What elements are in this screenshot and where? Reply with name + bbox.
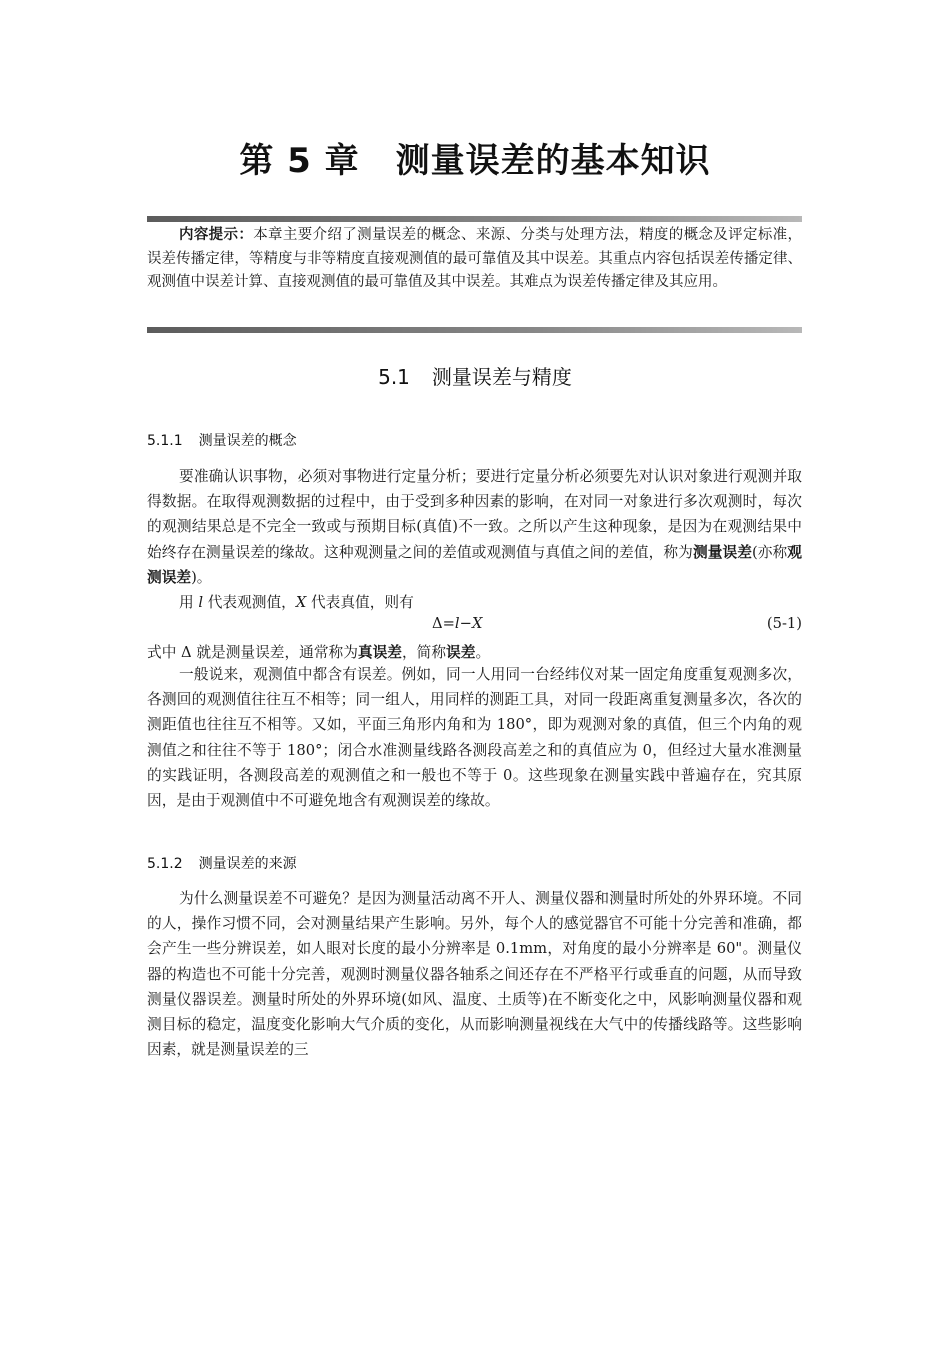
term-measurement-error: 测量误差 [692,543,752,561]
chapter-title [0,133,950,182]
subsection-title: 测量误差的概念 [198,433,297,449]
equation-operator: − [459,615,472,632]
equation-number: (5-1) [766,615,802,632]
symbol-x: X [295,594,307,611]
summary-label: 内容提示： [179,227,254,243]
paragraph-sources [147,886,802,1062]
paragraph-text: 一般说来，观测值中都含有误差。例如，同一人用同一台经纬仪对某一固定角度重复观测多次，各测回的观测值往往互不相等；同一组人，用同样的测距工具，对同一段距离重复测量多次，各次的测距值也往往互不相等。又如，平面三角形内角和为 180°，即为观测对象的真值，但三个内角的观测值之和往往不等于 180°；闭合水准测量线路各测段高差之和的真值应为 0，但经过大量水准测量的实践证明，各测段高差的观测值之和一般也不等于 0。这些现象在测量实践中普遍存在，究其原因，是由于观测值中不可避免地含有观测误差的缘故。 [147,666,802,810]
subsection-number: 5.1.2 [147,856,183,872]
chapter-summary [147,224,802,295]
paragraph-text: 用 [179,594,199,611]
chapter-name: 测量误差的基本知识 [395,141,711,181]
paragraph-text: 。 [475,644,491,661]
chapter-number: 第 5 章 [239,141,360,181]
summary-top-rule [147,216,802,222]
equation-lhs: Δ= [432,615,455,632]
paragraph-definition [147,464,802,590]
equation-formula [432,615,482,632]
paragraph-examples [147,662,802,813]
equation-symbol-x: X [471,615,483,632]
summary-text: 本章主要介绍了测量误差的概念、来源、分类与处理方法，精度的概念及评定标准，误差传播定律，等精度与非等精度直接观测值的最可靠值及其中误差。其重点内容包括误差传播定律、观测值中误差计算、直接观测值的最可靠值及其中误差。其难点为误差传播定律及其应用。 [147,227,803,291]
subsection-number: 5.1.1 [147,433,183,449]
section-number: 5.1 [378,365,410,389]
paragraph-text: ，简称 [401,644,447,661]
symbol-l: l [198,594,204,611]
subsection-title: 测量误差的来源 [198,856,297,872]
subsection-heading-sources [147,853,297,873]
summary-bottom-rule [147,327,802,333]
paragraph-text: 代表真值，则有 [306,594,414,611]
paragraph-text: )。 [191,568,212,586]
equation-5-1 [147,615,802,639]
paragraph-text: 要准确认识事物，必须对事物进行定量分析；要进行定量分析必须要先对认识对象进行观测并取得数据。在取得观测数据的过程中，由于受到多种因素的影响，在对同一对象进行多次观测时，每次的观测结果总是不完全一致或与预期目标(真值)不一致。之所以产生这种现象，是因为在观测结果中始终存在测量误差的缘故。这种观测量之间的差值或观测值与真值之间的差值，称为 [147,468,802,561]
term-error: 误差 [446,644,476,661]
paragraph-text: 为什么测量误差不可避免？是因为测量活动离不开人、测量仪器和测量时所处的外界环境。不同的人，操作习惯不同，会对测量结果产生影响。另外，每个人的感觉器官不可能十分完善和准确，都会产生一些分辨误差，如人眼对长度的最小分辨率是 0.1mm，对角度的最小分辨率是 60"。测量仪器的构造也不可能十分完善，观测时测量仪器各轴系之间还存在不严格平行或垂直的问题，从而导致测量仪器误差。测量时所处的外界环境(如风、温度、土质等)在不断变化之中，风影响测量仪器和观测目标的稳定，温度变化影响大气介质的变化，从而影响测量视线在大气中的传播线路等。这些影响因素，就是测量误差的三 [147,890,802,1059]
section-heading [0,361,950,390]
paragraph-text: 代表观测值， [203,594,296,611]
paragraph-text: 式中 Δ 就是测量误差，通常称为 [147,644,358,661]
subsection-heading-concept [147,430,297,450]
term-observation-error: 观测误差 [147,543,802,586]
paragraph-text: (亦称 [751,543,788,561]
equation-symbol-l: l [454,615,460,632]
term-true-error: 真误差 [357,644,402,661]
section-title: 测量误差与精度 [431,365,572,389]
paragraph-symbols [147,590,802,615]
